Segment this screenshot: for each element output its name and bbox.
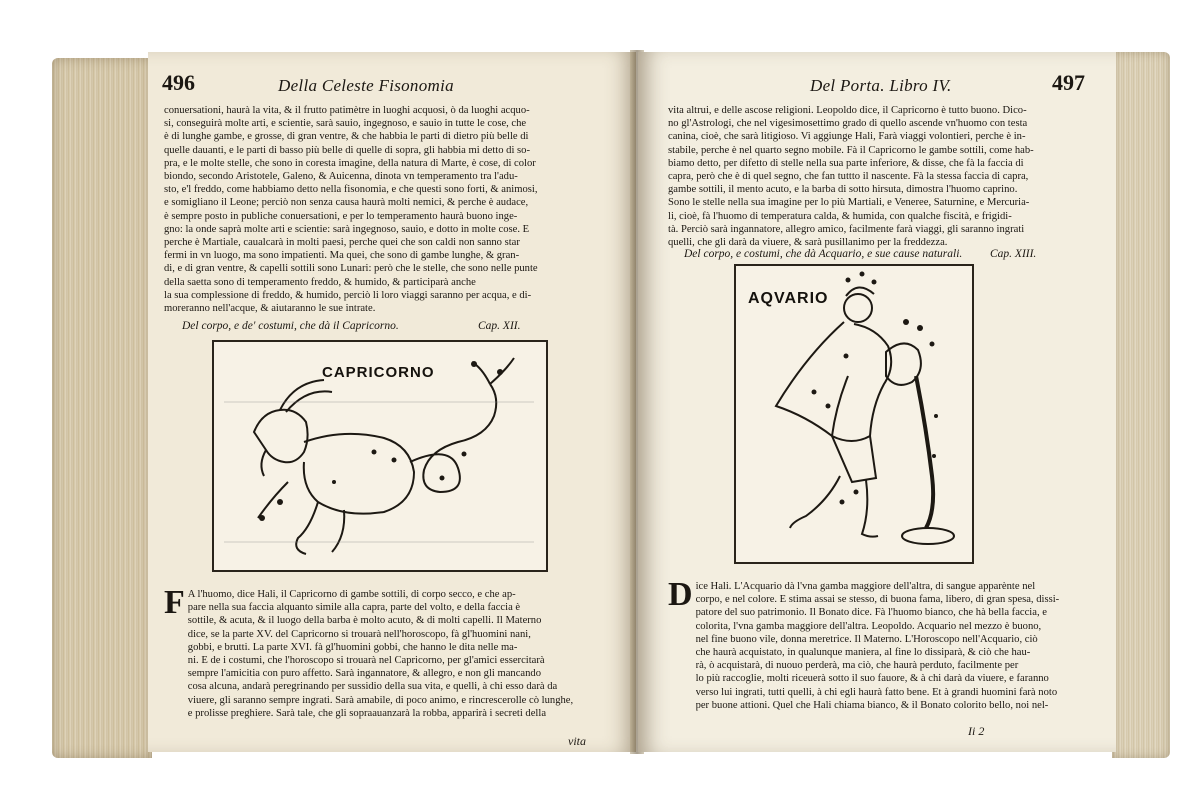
- open-book: [52, 44, 1170, 766]
- text-line: ice Hali. L'Acquario dà l'vna gamba maggiore dell'altra, di sangue apparènte nel: [695, 581, 1036, 592]
- text-line: li, cioè, fà l'huomo di temperatura calda, & humida, con qualche fiscità, e frigidi-: [668, 210, 1012, 222]
- text-line: e somigliano il Leone; perciò non senza causa haurà molti nemici, & perche è audace,: [164, 197, 529, 209]
- text-line: capra, però che è di quel segno, che fan tuttto il nascente. Fà la stessa faccia di capra,: [668, 171, 1029, 183]
- text-line: stabile, perche è nel quarto segno mobile. Fà il Capricorno le gambe sottili, come hab-: [668, 144, 1034, 156]
- text-line: viuere, gli saranno sempre ingrati. Sarà amabile, di poco animo, e rincrescerolle cò lunghe,: [187, 694, 574, 706]
- text-line: verso lui ingrati, tutti quelli, à chi egli haurà fatto bene. Et à grandi huomini farà noto: [695, 686, 1058, 698]
- left-bottom-paragraph: [164, 588, 616, 720]
- right-dropcap: D: [668, 580, 693, 613]
- text-line: nel fine buono vile, donna meretrice. Il Materno. L'Horoscopo nell'Acquario, ciò: [695, 633, 1038, 645]
- text-line: lo più raccoglie, molti riceuerà sotto il suo fauore, & à chi darà da viuere, e faranno: [695, 673, 1049, 685]
- text-line: fermi in vn luogo, ma sono impatienti. Ma quei, che sono di gambe lunghe, & gran-: [164, 250, 520, 262]
- text-line: sto, e'l freddo, come habbiamo detto nella fisonomia, e che questi sono forti, & animosi,: [164, 184, 538, 196]
- text-line: è di lunghe gambe, e grosse, di gran ventre, & che habbia le parti di dietro più belle di: [164, 131, 529, 143]
- left-page-edges: [52, 58, 152, 758]
- text-line: sempre l'amicitia con puro affetto. Sarà ingannatore, & allegro, e non gli mancando: [187, 668, 542, 680]
- right-page: [638, 52, 1116, 752]
- text-line: è sempre posto in publiche conuersationi, e per lo temperamento haurà buono inge-: [164, 210, 518, 222]
- left-running-head: Della Celeste Fisonomia: [278, 76, 454, 95]
- text-line: biondo, secondo Aristotele, Galeno, & Auicenna, dinota vn temperamento tra l'adu-: [164, 171, 518, 183]
- right-top-paragraph: [668, 104, 1088, 249]
- text-line: gno: la onde saprà molte arti e scientie: sarà ingegnoso, sauio, e dotto in molte cose. E: [164, 223, 530, 235]
- left-page-number: 496: [162, 70, 195, 95]
- text-line: pra, e le molte stelle, che sono in coresta imagine, della natura di Marte, è cose, di color: [164, 157, 536, 169]
- text-line: perche è Martiale, caualcarà in molti paesi, perche quei che son caldi non sanno star: [164, 237, 520, 249]
- aquarius-illustration: [736, 266, 972, 562]
- right-signature-mark: Ii 2: [968, 724, 985, 738]
- text-line: pare nella sua faccia alquanto simile alla capra, parte del volto, e della faccia è: [187, 602, 521, 614]
- text-line: che haurà acquistato, in qualunque maniera, al fine lo dissiparà, & ciò che hau-: [695, 647, 1031, 659]
- text-line: rà, ò acquistarà, di nuouo perderà, ma ciò, che haurà perduto, facilmente per: [695, 660, 1019, 672]
- text-line: gambe sottili, il mento acuto, e la barba di sotto hirsuta, dimostra l'huomo caprino.: [668, 184, 1018, 196]
- text-line: si, conseguirà molte arti, e scientie, sarà sauio, ingegnoso, e sauio in tutte le cose, che: [164, 118, 527, 130]
- text-line: conuersationi, haurà la vita, & il frutto patimètre in luoghi acquosi, ò da luoghi acquo-: [164, 105, 530, 116]
- text-line: biamo detto, per difetto di stelle nella sua parte inferiore, & disse, che fà la faccia di: [668, 157, 1024, 169]
- text-line: dice, se la parte XV. del Capricorno si trouarà nell'horoscopo, fà gl'huomini nani,: [187, 628, 531, 640]
- left-top-paragraph: [164, 104, 612, 315]
- text-line: e prolisse preghiere. Sarà tale, che gli sopraauanzarà la robba, apparirà i secreti della: [187, 707, 547, 719]
- text-line: patore del suo patrimonio. Il Bonato dice. Fà l'huomo bianco, che hà bella faccia, e: [695, 607, 1047, 619]
- text-line: quelle dauanti, e le parti di basso più belle di quelle di sopra, gli habbia mi detto di so-: [164, 144, 530, 156]
- text-line: la sua complessione di freddo, & humido, perciò li loro viaggi saranno per acqua, e di-: [164, 289, 532, 301]
- left-catchword: vita: [568, 734, 586, 748]
- text-line: corpo, e nel colore. E stima assai se stesso, di buona fama, libero, di gran spesa, dissi-: [695, 594, 1060, 606]
- right-bottom-paragraph: [668, 580, 1092, 712]
- aquarius-woodcut: [734, 264, 974, 564]
- text-line: ni. E de i costumi, che l'horoscopo si trouarà nel Capricorno, per gl'amici essercitarà: [187, 655, 545, 667]
- text-line: colorita, l'vna gamba maggiore dell'altra. Leopoldo. Acquario nel mezzo è buono,: [695, 620, 1042, 632]
- text-line: quelli, che gli darà da viuere, & sarà pusillanimo per la freddezza.: [668, 237, 948, 249]
- aquarius-plate-title: AQVARIO: [748, 290, 829, 307]
- left-chapter-number: Cap. XII.: [478, 320, 521, 332]
- left-dropcap: F: [164, 588, 185, 621]
- capricorn-woodcut: [212, 340, 548, 572]
- right-page-edges: [1112, 52, 1170, 758]
- text-line: di, e di gran ventre, & capelli sottili sono Lunari: però che le stelle, che sono nelle punte: [164, 263, 538, 275]
- text-line: sottile, & acuta, & il luogo della barba è molto acuto, & di molti capelli. Il Materno: [187, 615, 542, 627]
- right-page-number: 497: [1052, 70, 1085, 95]
- capricorn-illustration: [214, 342, 546, 570]
- left-page: [148, 52, 636, 752]
- text-line: tà. Perciò sarà ingannatore, allegro amico, facilmente farà viaggi, gli saranno ingrati: [668, 223, 1025, 235]
- text-line: moreranno nell'acque, & aiutaranno le sue intrate.: [164, 303, 376, 315]
- text-line: cosa alcuna, andarà peregrinando per sussidio della sua vita, e quelli, à chi esso darà da: [187, 681, 558, 693]
- text-line: gobbi, e brutti. La parte XVI. fà gl'huomini gobbi, che hanno le dita nelle ma-: [187, 641, 518, 653]
- text-line: canina, cioè, che sarà litigioso. Vi aggiunge Hali, Farà viaggi volontieri, perche è in-: [668, 131, 1026, 143]
- text-line: vita altrui, e delle ascose religioni. Leopoldo dice, il Capricorno è tutto buono. Dico-: [668, 105, 1027, 116]
- text-line: A l'huomo, dice Hali, il Capricorno di gambe sottili, di corpo secco, e che ap-: [187, 589, 516, 600]
- text-line: Sono le stelle nella sua imagine per lo più Martiali, e Veneree, Saturnine, e Mercuria-: [668, 197, 1030, 209]
- right-chapter-caption: Del corpo, e costumi, che dà Acquario, e sue cause naturali.: [684, 248, 963, 260]
- right-running-head: Del Porta. Libro IV.: [810, 76, 952, 95]
- text-line: no gl'Astrologi, che nel vigesimosettimo grado di quello ascende vn'huomo con testa: [668, 118, 1028, 130]
- text-line: per buone attioni. Quel che Hali chiama bianco, & il Bonato colorito bello, noi nel-: [695, 699, 1049, 711]
- left-chapter-caption: Del corpo, e de' costumi, che dà il Capricorno.: [182, 320, 399, 332]
- capricorn-plate-title: CAPRICORNO: [322, 364, 435, 381]
- right-chapter-number: Cap. XIII.: [990, 248, 1037, 260]
- text-line: della saetta sono di temperamento freddo, & humido, & participarà anche: [164, 276, 476, 288]
